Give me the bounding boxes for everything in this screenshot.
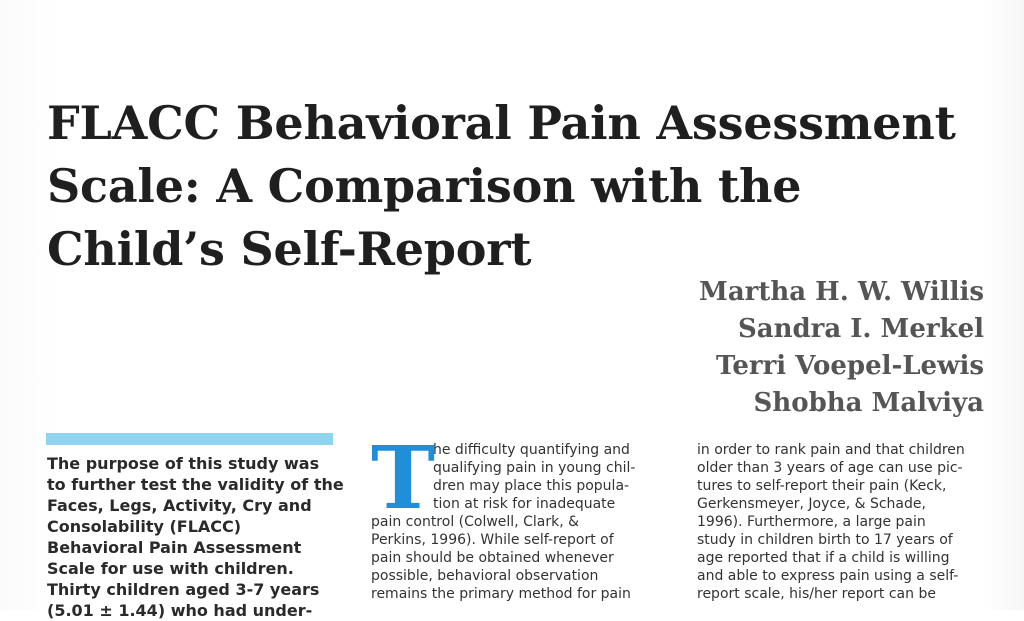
body-column-left	[371, 428, 661, 603]
author-name: Shobha Malviya	[753, 388, 984, 418]
body-line: in order to rank pain and that children	[697, 442, 965, 458]
body-line: age reported that if a child is willing	[697, 550, 950, 566]
abstract-line: to further test the validity of the	[47, 475, 344, 494]
body-line: he difficulty quantifying and	[433, 442, 630, 458]
abstract-line: (5.01 ± 1.44) who had under-	[47, 601, 313, 620]
article-title	[47, 92, 1007, 281]
abstract-text	[47, 453, 344, 621]
body-line: pain should be obtained whenever	[371, 550, 614, 566]
body-line: and able to express pain using a self-	[697, 568, 959, 584]
body-line: possible, behavioral observation	[371, 568, 599, 584]
drop-cap-letter: T	[371, 428, 435, 529]
body-column-right	[697, 441, 989, 603]
body-line: pain control (Colwell, Clark, &	[371, 514, 580, 530]
body-line: remains the primary method for pain	[371, 586, 631, 602]
author-name: Sandra I. Merkel	[737, 314, 984, 344]
body-line: dren may place this popula-	[433, 478, 630, 494]
abstract-accent-bar	[46, 433, 333, 445]
abstract-line: Scale for use with children.	[47, 559, 294, 578]
abstract-line: Behavioral Pain Assessment	[47, 538, 302, 557]
author-name: Martha H. W. Willis	[699, 277, 984, 307]
abstract-line: Thirty children aged 3-7 years	[47, 580, 320, 599]
title-line: Child’s Self-Report	[47, 222, 532, 276]
body-line: Perkins, 1996). While self-report of	[371, 532, 614, 548]
body-line: tures to self-report their pain (Keck,	[697, 478, 947, 494]
abstract-line: The purpose of this study was	[47, 454, 320, 473]
body-line: 1996). Furthermore, a large pain	[697, 514, 926, 530]
title-line: FLACC Behavioral Pain Assessment	[47, 96, 956, 150]
abstract-line: Faces, Legs, Activity, Cry and	[47, 496, 312, 515]
author-name: Terri Voepel-Lewis	[715, 351, 984, 381]
abstract-line: Consolability (FLACC)	[47, 517, 242, 536]
author-list	[699, 274, 984, 422]
body-line: tion at risk for inadequate	[433, 496, 616, 512]
body-line: older than 3 years of age can use pic-	[697, 460, 963, 476]
body-line: Gerkensmeyer, Joyce, & Schade,	[697, 496, 926, 512]
title-line: Scale: A Comparison with the	[47, 159, 802, 213]
body-line: report scale, his/her report can be	[697, 586, 936, 602]
body-line: study in children birth to 17 years of	[697, 532, 953, 548]
body-line: qualifying pain in young chil-	[433, 460, 636, 476]
